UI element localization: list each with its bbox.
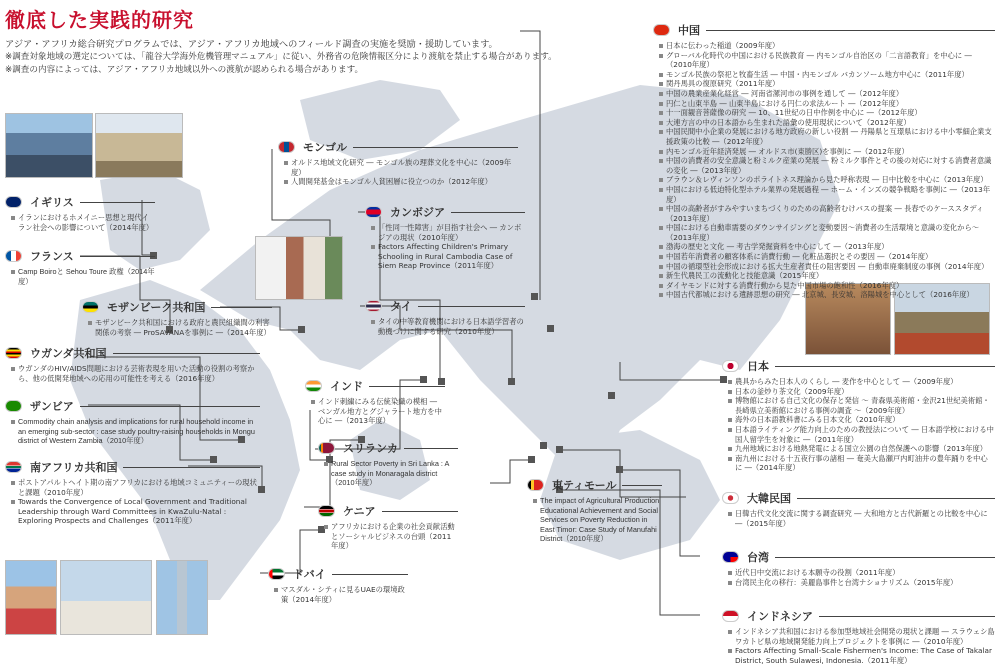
region-name: 南アフリカ共和国 <box>30 461 118 474</box>
uk-flag-icon <box>5 196 22 208</box>
list-item: オルドス地域文化研究 ― モンゴル族の理葬文化を中心に（2009年度） <box>284 158 518 177</box>
cambodia-flag-icon <box>365 206 382 218</box>
intro-line: アジア・アフリカ総合研究プログラムでは、アジア・アフリカ地域へのフィールド調査の実施を奨励・援助しています。 <box>5 39 498 50</box>
list-item: モザンビーク共和国における政府と農民組織間の利害関係の考察 ― ProSAVANAを事例に ―（2014年度） <box>88 318 272 337</box>
item-list <box>11 417 260 446</box>
region-sri-lanka <box>318 440 458 488</box>
region-cambodia <box>365 204 525 271</box>
region-east-timor <box>527 477 662 544</box>
list-item: 南九州における十五夜行事の諸相 ― 奄美大島瀬戸内町油井の豊年踊りを中心に ―（2014年度） <box>728 454 995 473</box>
list-item: 博物館における自己文化の保存と発信 ～ 青森県美術館・金沢21世紀美術館・長崎県立美術館における事例の調査 ～（2009年度） <box>728 396 995 415</box>
kenya-flag-icon <box>318 505 335 517</box>
list-item: 渤海の歴史と文化 ― 考古学発掘資料を中心にして ―（2013年度） <box>659 242 995 252</box>
list-item: 海外の日本語教科書にみる日本文化（2010年度） <box>728 415 995 425</box>
list-item: 中国古代都城における遺跡思想の研究 ― 北京城、長安城、洛陽城を中心として（2016年度） <box>659 290 995 300</box>
list-item: 円仁と山東半島 ― 山東半島における円仁の求法ルート ―（2012年度） <box>659 99 995 109</box>
list-item: 新生代農民工の流動化と技能意識（2015年度） <box>659 271 995 281</box>
region-mozambique <box>82 299 272 337</box>
zambia-flag-icon <box>5 400 22 412</box>
list-item: 日本に伝わった稲道（2009年度） <box>659 41 995 51</box>
list-item: 大連方言の中の日本語から生まれた語彙の使用現状について（2012年度） <box>659 118 995 128</box>
list-item: ウガンダのHIV/AIDS問題における芸術表現を用いた活動の役割の考察から、他の低開発地域への応用の可能性を考える（2016年度） <box>11 364 260 383</box>
item-list <box>11 478 260 526</box>
region-zambia <box>5 398 260 446</box>
region-name: インドネシア <box>747 610 813 623</box>
region-name: 日本 <box>747 360 769 373</box>
india-flag-icon <box>305 380 322 392</box>
list-item: Rural Sector Poverty in Sri Lanka : A case study in Monaragala district（2010年度） <box>324 459 458 488</box>
list-item: 九州地域における地熱発電による国立公園の自然保護への影響（2013年度） <box>728 444 995 454</box>
france-flag-icon <box>5 250 22 262</box>
list-item: アフリカにおける企業の社会貢献活動とソーシャルビジネスの台頭（2011年度） <box>324 522 458 551</box>
item-list <box>728 509 995 528</box>
region-name: カンボジア <box>390 206 445 219</box>
region-name: モンゴル <box>303 141 347 154</box>
taiwan-flag-icon <box>722 551 739 563</box>
region-uganda <box>5 345 260 383</box>
region-uk <box>5 194 155 232</box>
photo-monument <box>255 236 343 300</box>
region-india <box>305 378 445 426</box>
japan-flag-icon <box>722 360 739 372</box>
region-taiwan <box>722 549 995 587</box>
region-name: 東ティモール <box>552 479 617 492</box>
thailand-flag-icon <box>365 300 382 312</box>
china-flag-icon <box>653 24 670 36</box>
region-south-africa <box>5 459 260 526</box>
region-indonesia <box>722 608 995 665</box>
item-list <box>371 223 525 271</box>
region-mongolia <box>278 139 518 187</box>
list-item: 中国若年消費者の顧客体系に消費行動 ― 化粧品選択とその要因 ―（2014年度） <box>659 252 995 262</box>
item-list <box>533 496 662 544</box>
region-name: 中国 <box>678 24 700 37</box>
item-list <box>311 397 445 426</box>
region-dubai <box>268 566 408 604</box>
region-name: スリランカ <box>343 442 398 455</box>
region-name: タイ <box>390 300 412 313</box>
list-item: タイの中等教育機関における日本語学習者の動機づけに関する研究（2010年度） <box>371 317 525 336</box>
photo-mosque <box>60 560 152 635</box>
item-list <box>88 318 272 337</box>
list-item: 台湾民主化の移行：美麗島事件と台湾ナショナリズム（2015年度） <box>728 578 995 588</box>
item-list <box>728 568 995 587</box>
indonesia-flag-icon <box>722 610 739 622</box>
mozambique-flag-icon <box>82 301 99 313</box>
south-africa-flag-icon <box>5 461 22 473</box>
list-item: Camp Boiroと Sehou Toure 政権（2014年度） <box>11 267 155 286</box>
item-list <box>11 267 155 286</box>
list-item: 農具からみた日本人のくらし ― 麦作を中心として ―（2009年度） <box>728 377 995 387</box>
page-title: 徹底した実践的研究 <box>5 8 194 32</box>
list-item: グローバル化時代の中国における民族教育 ― 内モンゴル自治区の「二言語教育」を中心に ―（2010年度） <box>659 51 995 70</box>
region-france <box>5 248 155 286</box>
list-item: 中国の消費者の安全意識と粉ミルク産業の発展 ― 粉ミルク事件とその後の対応に対する消費者意識の変化 ―（2013年度） <box>659 156 995 175</box>
item-list <box>324 459 458 488</box>
list-item: 人間開発基金はモンゴル人貧困層に役立つのか（2012年度） <box>284 177 518 187</box>
list-item: Towards the Convergence of Local Government and Traditional Leadership through Ward Committees in KwaZulu-Natal : Exploring Prospects and Challenges（2011年度） <box>11 497 260 526</box>
list-item: 中国の農業産業化経営 ― 河南省漯河市の事例を通して ―（2012年度） <box>659 89 995 99</box>
region-kenya <box>318 503 458 551</box>
item-list <box>11 364 260 383</box>
region-name: ドバイ <box>293 568 326 581</box>
item-list <box>659 41 995 300</box>
intro-line: ※調査の内容によっては、アジア・アフリカ地域以外への渡航が認められる場合があります。 <box>5 65 364 75</box>
region-name: ウガンダ共和国 <box>30 347 107 360</box>
list-item: 中国における自動車需要のダウンサイジングと変動要因～消費者の生活環境と意識の変化から～（2013年度） <box>659 223 995 242</box>
region-name: モザンビーク共和国 <box>107 301 206 314</box>
photo-person <box>5 560 57 635</box>
list-item: インド刺繍にみる伝統染織の模相 ― ベンガル地方とグジャラート地方を中心に ―（2013年度） <box>311 397 445 426</box>
list-item: 日本語ライティング能力向上のための教授法について ― 日本語学校における中国人留学生を対象に ―（2011年度） <box>728 425 995 444</box>
list-item: 中国における低迫特化型ホテル業界の発展過程 ― ホーム・インズの競争戦略を事例に ―（2013年度） <box>659 185 995 204</box>
photo-modern-building <box>5 113 93 178</box>
region-name: イギリス <box>30 196 74 209</box>
uganda-flag-icon <box>5 347 22 359</box>
item-list <box>728 377 995 473</box>
mongolia-flag-icon <box>278 141 295 153</box>
list-item: ブラウン＆レヴィンソンのポライトネス理論から見た呼称表現 ― 日中比較を中心に（2013年度） <box>659 175 995 185</box>
region-korea <box>722 490 995 528</box>
korea-flag-icon <box>722 492 739 504</box>
list-item: The impact of Agricultural Production Educational Achievement and Social Services on Poverty Reduction in East Timor: Case Study of Manufahi District（2010年度） <box>533 496 662 544</box>
list-item: インドネシア共和国における参加型地域社会開発の現状と課題 ― スラウェシ島ワカトビ県の地域開発能力向上プロジェクトを事例に ―（2010年度） <box>728 627 995 646</box>
list-item: Factors Affecting Small-Scale Fishermen's Income: The Case of Takalar District, South Sulawesi, Indonesia.（2011年度） <box>728 646 995 665</box>
list-item: 十一面観音菩薩像の研究 ― 10、11世紀の日中作例を中心に ―（2012年度） <box>659 108 995 118</box>
list-item: 近代日中交流における本願寺の役割（2011年度） <box>728 568 995 578</box>
list-item: Commodity chain analysis and implications for rural household income in an emerging sub-sector : case study poultry-raising households in Mongu district of Western Zambia（2010年度） <box>11 417 260 446</box>
photo-skyscraper <box>156 560 208 635</box>
list-item: 「性同一性障害」が目指す社会へ ― カンボジアの現状（2010年度） <box>371 223 525 242</box>
intro-line: ※調査対象地域の選定については、「龍谷大学海外危機管理マニュアル」に従い、外務省の危険情報区分により渡航を禁止する場合があります。 <box>5 52 557 62</box>
intro-text <box>5 38 557 77</box>
list-item: ポストアパルトヘイト期の南アフリカにおける地域コミュニティーの現状と課題（2010年度） <box>11 478 260 497</box>
region-thailand <box>365 298 525 336</box>
region-name: 台湾 <box>747 551 769 564</box>
list-item: 内モンゴル近年経済発展 ― オルドス市(東勝区)を事例に ―（2012年度） <box>659 147 995 157</box>
region-name: 大韓民国 <box>747 492 791 505</box>
item-list <box>274 585 408 604</box>
item-list <box>11 213 155 232</box>
list-item: 中国民間中小企業の発展における地方政府の新しい役割 ― 丹陽県と互璟県における中小零細企業支援政策の比較 ―（2012年度） <box>659 127 995 146</box>
list-item: 中国の高齢者がすみやすいまちづくりのための高齢者むけバスの提案 ― 長春でのケーススタディ（2013年度） <box>659 204 995 223</box>
region-name: ザンビア <box>30 400 74 413</box>
list-item: モンゴル民族の祭祀と牧畜生活 ― 中国・内モンゴル バカンソーム地方中心に（2011年度） <box>659 70 995 80</box>
region-name: フランス <box>30 250 74 263</box>
region-name: ケニア <box>343 505 376 518</box>
photo-classical-building <box>95 113 183 178</box>
list-item: マスダル・シティに見るUAEの環境政策（2014年度） <box>274 585 408 604</box>
list-item: 関丹馬具の復原研究（2011年度） <box>659 79 995 89</box>
list-item: Factors Affecting Children's Primary Schooling in Rural Cambodia Case of Siem Reap Province（2011年度） <box>371 242 525 271</box>
sri-lanka-flag-icon <box>318 442 335 454</box>
list-item: イランにおけるホメイニー思想と現代イラン社会への影響について（2014年度） <box>11 213 155 232</box>
region-name: インド <box>330 380 363 393</box>
item-list <box>728 627 995 665</box>
list-item: 中国の循環型社会形成における拡大生産者責任の阻害要因 ― 自動車廃棄制度の事例（2014年度） <box>659 262 995 272</box>
uae-flag-icon <box>268 568 285 580</box>
item-list <box>324 522 458 551</box>
list-item: ダイヤモンドに対する消費行動から見た中国市場の飽和性（2016年度） <box>659 281 995 291</box>
list-item: 日韓古代文化交流に関する調査研究 ― 大和地方と古代新羅との比較を中心に ―（2015年度） <box>728 509 995 528</box>
region-japan <box>722 358 995 473</box>
region-china <box>653 22 995 300</box>
east-timor-flag-icon <box>527 479 544 491</box>
item-list <box>371 317 525 336</box>
list-item: 日本の釜炒り茶文化（2009年度） <box>728 387 995 397</box>
item-list <box>284 158 518 187</box>
